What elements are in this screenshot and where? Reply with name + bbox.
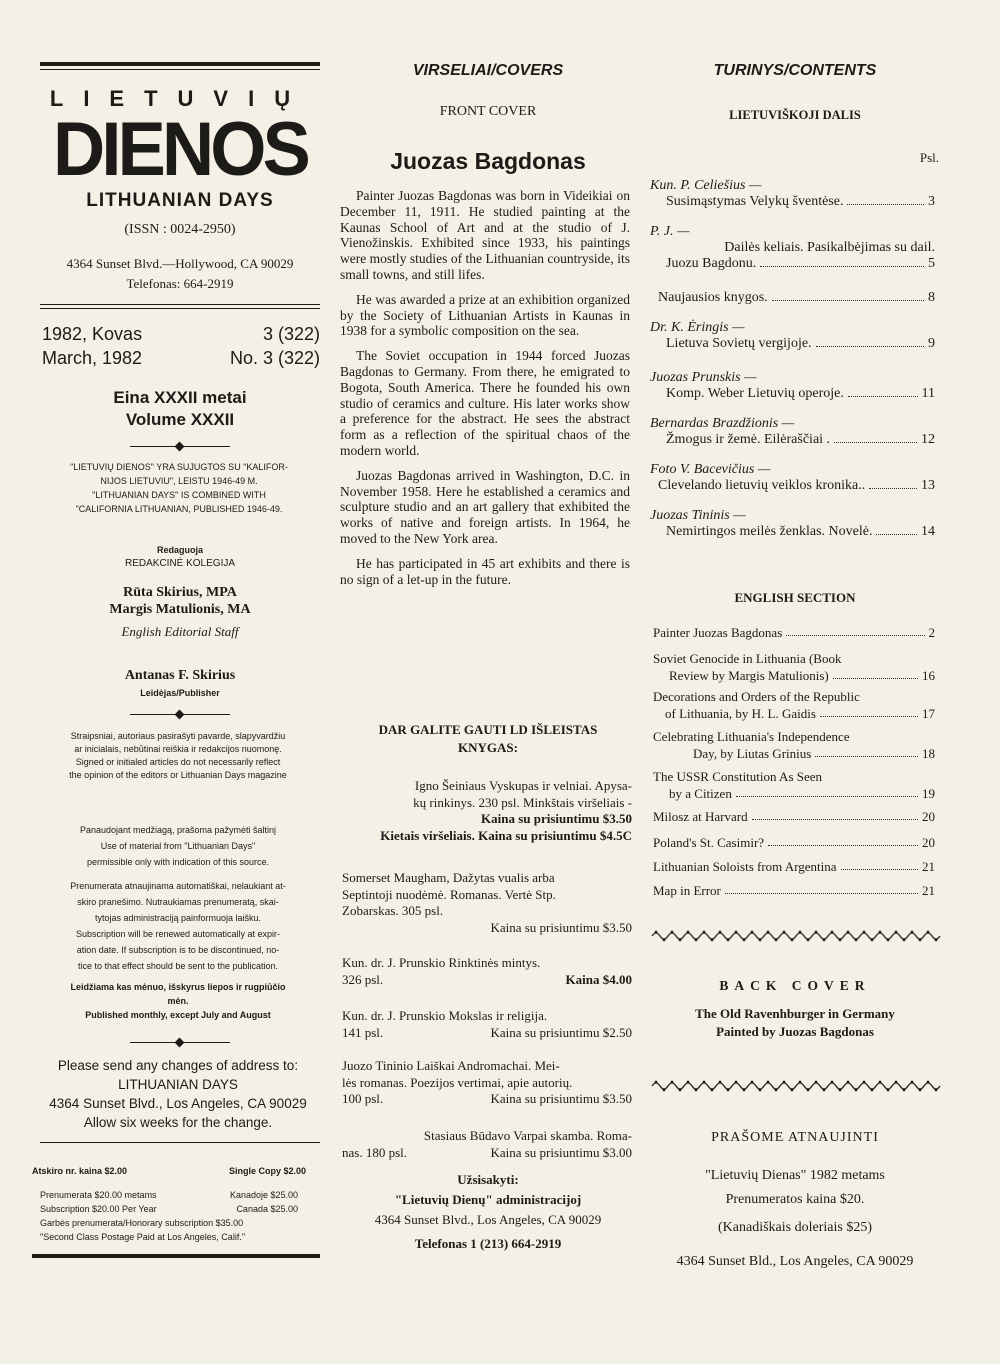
english-section-heading: ENGLISH SECTION — [734, 590, 856, 605]
english-toc-entry[interactable] — [653, 858, 935, 875]
address-change-line: Allow six weeks for the change. — [83, 1115, 273, 1130]
renew-heading: PRAŠOME ATNAUJINTI — [711, 1130, 879, 1145]
book-line: Zobarskas. 305 psl. — [342, 903, 444, 918]
books-heading: DAR GALITE GAUTI LD IŠLEISTAS — [378, 722, 598, 737]
english-toc-title: Milosz at Harvard — [653, 809, 748, 824]
toc-title: Žmogus ir žemė. Eilėraščiai . — [666, 432, 831, 447]
notice-line: Panaudojant medžiagą, prašoma pažymėti šaltinį — [79, 825, 277, 835]
article-paragraph: Juozas Bagdonas arrived in Washington, D.C. in November 1958. Here he established a ceramics and sculpture studio and an art gallery that exhibited the works of native and foreign artists. In 1964, he moved to the New York area. — [340, 467, 630, 546]
article-paragraph: Painter Juozas Bagdonas was born in Videikiai on December 11, 1911. He studied painting at the Kaunas School of Art and at the studio of J. Vienožinskis. Exhibited since 1933, his paintings were mostly studies of the Lithuanian countryside, its small towns, and still lifes. — [340, 188, 630, 282]
order-name: "Lietuvių Dienų" administracijoj — [394, 1192, 582, 1207]
issue-lt-date: 1982, Kovas — [42, 324, 143, 344]
toc-author: Dr. K. Ėringis — — [650, 320, 745, 335]
books-heading-2: KNYGAS: — [458, 740, 518, 755]
renew-line: "Lietuvių Dienas" 1982 metams — [705, 1168, 885, 1183]
toc-page: 3 — [928, 194, 935, 209]
notice-line: Subscription will be renewed automatically at expir- — [75, 929, 281, 939]
book-line: 141 psl. — [342, 1024, 384, 1040]
notice-line: Prenumerata atnaujinama automatiškai, nelaukiant at- — [70, 881, 286, 891]
toc-entry[interactable] — [650, 224, 935, 272]
notice-line: "LIETUVIŲ DIENOS" YRA SUJUGTOS SU "KALIFOR- — [70, 462, 288, 472]
toc-author: Kun. P. Celiešius — — [650, 178, 762, 193]
toc-author: Juozas Prunskis — — [650, 370, 757, 385]
notice-line: "CALIFORNIA LITHUANIAN, PUBLISHED 1946-49. — [75, 504, 283, 514]
english-toc-page: 2 — [928, 625, 935, 640]
english-toc-page: 21 — [922, 883, 935, 898]
notice-line: tytojas administraciją painformuoja laišku. — [94, 913, 262, 923]
toc-title-cont: Juozu Bagdonu. — [666, 256, 757, 271]
toc-author: P. J. — — [650, 224, 690, 239]
english-toc-entry[interactable] — [653, 768, 935, 802]
english-toc-page: 18 — [922, 746, 935, 761]
book-price: Kaina su prisiuntimu $2.50 — [490, 1024, 632, 1040]
book-price: Kaina $4.00 — [565, 971, 632, 987]
article-paragraph: He has participated in 45 art exhibits and there is no sign of a let-up in the future. — [340, 555, 630, 587]
english-toc-entry[interactable] — [653, 882, 935, 899]
contents-heading: TURINYS/CONTENTS — [713, 62, 877, 79]
disclaimer-line: ar inicialais, nebūtinai reiškia ir redakcijos nuomonę. — [74, 744, 282, 754]
book-line: 100 psl. — [342, 1091, 384, 1106]
english-toc-title: Decorations and Orders of the Republic — [653, 689, 860, 704]
book-line: Igno Šeiniaus Vyskupas ir velniai. Apysa- — [414, 778, 632, 793]
covers-heading: VIRSELIAI/COVERS — [412, 62, 564, 79]
staff-name: Margis Matulionis, MA — [109, 602, 251, 617]
rule — [40, 1142, 320, 1143]
toc-entry[interactable] — [650, 178, 935, 210]
english-toc-entry[interactable] — [653, 808, 935, 825]
material-notice — [32, 822, 324, 870]
english-toc-title-cont: Day, by Liutas Grinius — [693, 746, 812, 761]
english-toc-entry[interactable] — [653, 624, 935, 641]
toc-page: 5 — [928, 256, 935, 271]
book-line: Juozo Tininio Laiškai Andromachai. Mei- — [342, 1058, 560, 1073]
english-toc-title: Map in Error — [653, 883, 721, 898]
book-item — [342, 1008, 632, 1041]
single-copy-en: Single Copy $2.00 — [228, 1166, 306, 1176]
toc-page: 14 — [921, 524, 935, 539]
notice-line: Use of material from "Lithuanian Days" — [100, 841, 256, 851]
order-address: 4364 Sunset Blvd., Los Angeles, CA 90029 — [374, 1212, 602, 1227]
book-item — [342, 955, 632, 988]
editorial-board: REDAKCINĖ KOLEGIJA — [124, 558, 236, 569]
english-toc-entry[interactable] — [653, 650, 935, 684]
english-toc-title: The USSR Constitution As Seen — [653, 769, 823, 784]
postage-notice: "Second Class Postage Paid at Los Angeles, Calif." — [40, 1232, 246, 1242]
book-item — [342, 778, 632, 844]
article-paragraph: He was awarded a prize at an exhibition organized by the Society of Lithuanian Artists in Kaunas in 1938 for a symbolic composition on the sea. — [340, 291, 630, 339]
english-toc-page: 21 — [922, 859, 935, 874]
book-line: Somerset Maugham, Dažytas vualis arba — [342, 870, 555, 885]
staff-label: English Editorial Staff — [121, 624, 239, 639]
address-change — [32, 1056, 324, 1132]
english-toc-entry[interactable] — [653, 834, 935, 851]
renew-address: 4364 Sunset Bld., Los Angeles, CA 90029 — [676, 1254, 914, 1269]
english-toc-page: 17 — [922, 706, 935, 721]
back-cover-painter: Painted by Juozas Bagdonas — [716, 1024, 874, 1039]
toc-title: Susimąstymas Velykų šventėse. — [666, 194, 844, 209]
english-toc-page: 16 — [922, 668, 935, 683]
issue-en-number: No. 3 (322) — [229, 348, 320, 368]
price-row: Subscription $20.00 Per Year — [40, 1204, 157, 1214]
english-toc-title: Painter Juozas Bagdonas — [653, 625, 783, 640]
toc-page: 12 — [921, 432, 935, 447]
issue-lt-number: 3 (322) — [262, 324, 320, 344]
toc-title: Dailės keliais. Pasikalbėjimas su dail. — [724, 240, 935, 255]
issue-en-date: March, 1982 — [42, 348, 143, 368]
schedule-line: Published monthly, except July and August — [85, 1010, 271, 1020]
redaguoja: Redaguoja — [156, 545, 203, 555]
lithuanian-section-heading: LIETUVIŠKOJI DALIS — [729, 108, 861, 122]
book-line: kų rinkinys. 230 psl. Minkštais viršeliais - — [413, 794, 632, 810]
toc-title: Nemirtingos meilės ženklas. Novelė. — [666, 524, 873, 539]
book-price: Kaina su prisiuntimu $3.00 — [490, 1144, 632, 1160]
masthead-dienos: DIENOS — [52, 107, 308, 192]
toc-entry[interactable] — [650, 290, 935, 306]
artist-name: Juozas Bagdonas — [390, 148, 586, 174]
toc-title: Komp. Weber Lietuvių operoje. — [666, 386, 844, 401]
masthead-lietuviu: LIETUVIŲ — [49, 86, 311, 111]
disclaimer-line: the opinion of the editors or Lithuanian Days magazine — [69, 770, 287, 780]
publisher-name: Antanas F. Skirius — [124, 668, 236, 683]
toc-author: Juozas Tininis — — [650, 508, 746, 523]
toc-author: Foto V. Bacevičius — — [650, 462, 771, 477]
staff-name: Rūta Skirius, MPA — [123, 585, 237, 600]
address-change-line: 4364 Sunset Blvd., Los Angeles, CA 90029 — [49, 1096, 307, 1111]
book-price: Kaina su prisiuntimu $3.50 — [490, 1091, 632, 1106]
disclaimer-line: Straipsniai, autoriaus pasirašyti pavarde, slapyvardžiu — [70, 731, 286, 741]
renew-line: Prenumeratos kaina $20. — [725, 1192, 865, 1207]
price-row: Canada $25.00 — [236, 1204, 298, 1214]
price-row: Prenumerata $20.00 metams — [40, 1190, 157, 1200]
book-line: 326 psl. — [342, 971, 384, 987]
book-item — [342, 870, 632, 936]
english-toc-title: Lithuanian Soloists from Argentina — [653, 859, 837, 874]
page-column-label: Psl. — [919, 150, 939, 165]
toc-page: 8 — [928, 290, 935, 305]
masthead-address: 4364 Sunset Blvd.—Hollywood, CA 90029 — [66, 256, 294, 271]
toc-entry[interactable] — [650, 462, 935, 494]
toc-entry[interactable] — [650, 320, 935, 352]
back-cover-title: The Old Ravenhburger in Germany — [695, 1006, 895, 1021]
disclaimer — [32, 730, 324, 782]
top-rule-thin — [40, 69, 320, 70]
toc-author: Bernardas Brazdžionis — — [650, 416, 795, 431]
book-item — [342, 1058, 632, 1108]
book-line: nas. 180 psl. — [342, 1144, 407, 1160]
eina-metai: Eina XXXII metai — [113, 388, 247, 407]
combined-notice — [34, 460, 324, 516]
notice-line: "LITHUANIAN DAYS" IS COMBINED WITH — [92, 490, 266, 500]
book-line: Kun. dr. J. Prunskio Rinktinės mintys. — [342, 955, 541, 970]
order-label: Užsisakyti: — [457, 1172, 519, 1187]
book-price: Kaina su prisiuntimu $3.50 — [490, 919, 632, 935]
ornament-divider — [130, 1038, 230, 1048]
toc-page: 11 — [921, 386, 935, 401]
toc-page: 13 — [921, 478, 935, 493]
book-price: Kaina su prisiuntimu $3.50 — [481, 811, 632, 826]
book-item — [342, 1128, 632, 1161]
toc-entry[interactable] — [650, 416, 935, 448]
order-phone: Telefonas 1 (213) 664-2919 — [414, 1236, 562, 1251]
english-toc-title: Poland's St. Casimir? — [653, 835, 765, 850]
toc-title: Naujausios knygos. — [658, 290, 768, 305]
back-cover-label: BACK COVER — [719, 978, 871, 993]
rule — [40, 304, 320, 305]
english-toc-page: 20 — [922, 809, 935, 824]
address-change-line: LITHUANIAN DAYS — [118, 1077, 238, 1092]
book-line: lės romanas. Poezijos vertimai, apie autorių. — [342, 1074, 573, 1090]
notice-line: permissible only with indication of this source. — [86, 857, 270, 867]
english-toc-entry[interactable] — [653, 688, 935, 722]
english-toc-title-cont: Review by Margis Matulionis) — [669, 668, 829, 683]
toc-title: Clevelando lietuvių veiklos kronika.. — [658, 478, 866, 493]
front-cover-label: FRONT COVER — [439, 104, 537, 119]
toc-entry[interactable] — [650, 370, 935, 402]
publisher-label: Leidėjas/Publisher — [140, 688, 220, 698]
renew-line: (Kanadiškais doleriais $25) — [718, 1220, 872, 1235]
schedule-line: Leidžiama kas mėnuo, išskyrus liepos ir rugpiūčio — [70, 982, 286, 992]
notice-line: tice to that effect should be sent to the publication. — [78, 961, 278, 971]
price-row: Kanadoje $25.00 — [229, 1190, 298, 1200]
schedule-line: mėn. — [167, 996, 189, 1006]
ornament-border-icon — [650, 1078, 942, 1094]
bottom-rule — [32, 1254, 320, 1258]
ornament-border-icon — [650, 928, 942, 944]
english-toc-title-cont: by a Citizen — [669, 786, 732, 801]
book-price: Kietais viršeliais. Kaina su prisiuntimu $4.5C — [380, 827, 632, 843]
cover-article — [340, 188, 630, 596]
book-line: Septintoji nuodėmė. Romanas. Vertė Stp. — [342, 886, 556, 902]
top-rule — [40, 62, 320, 66]
price-row: Garbės prenumerata/Honorary subscription $35.00 — [40, 1218, 244, 1228]
masthead-lithuanian-days: LITHUANIAN DAYS — [86, 190, 274, 211]
notice-line: ation date. If subscription is to be discontinued, no- — [76, 945, 280, 955]
english-toc-title: Soviet Genocide in Lithuania (Book — [653, 651, 842, 666]
disclaimer-line: Signed or initialed articles do not necessarily reflect — [75, 757, 281, 767]
toc-title: Lietuva Sovietų vergijoje. — [666, 336, 812, 351]
single-copy-lt: Atskiro nr. kaina $2.00 — [32, 1166, 128, 1176]
english-toc-page: 19 — [922, 786, 935, 801]
book-line: Kun. dr. J. Prunskio Mokslas ir religija. — [342, 1008, 548, 1023]
english-toc-title-cont: of Lithuania, by H. L. Gaidis — [665, 706, 816, 721]
toc-entry[interactable] — [650, 508, 935, 540]
subscription-notice — [32, 878, 324, 974]
notice-line: NIJOS LIETUVIU", LEISTU 1946-49 M. — [100, 476, 258, 486]
english-toc-page: 20 — [922, 835, 935, 850]
ornament-divider — [130, 442, 230, 452]
masthead-phone: Telefonas: 664-2919 — [126, 276, 234, 291]
article-paragraph: The Soviet occupation in 1944 forced Juozas Bagdonas to Germany. From there, he emigrated to Bogota, South America. There he founded his own studio of ceramics and culture. His later works show a preference for the abstract. He sees the abstract form as a reflection of the spiritual chaos of the modern world. — [340, 348, 630, 458]
rule — [40, 308, 320, 309]
english-toc-entry[interactable] — [653, 728, 935, 762]
toc-page: 9 — [928, 336, 935, 351]
publishing-schedule — [32, 980, 324, 1022]
volume: Volume XXXII — [125, 410, 235, 429]
address-change-line: Please send any changes of address to: — [57, 1058, 299, 1073]
book-line: Stasiaus Būdavo Varpai skamba. Roma- — [423, 1128, 632, 1143]
issn: (ISSN : 0024-2950) — [124, 222, 236, 237]
ornament-divider — [130, 710, 230, 720]
notice-line: skiro pranešimo. Nutraukiamas prenumeratą, skai- — [77, 897, 279, 907]
english-toc-title: Celebrating Lithuania's Independence — [653, 729, 850, 744]
